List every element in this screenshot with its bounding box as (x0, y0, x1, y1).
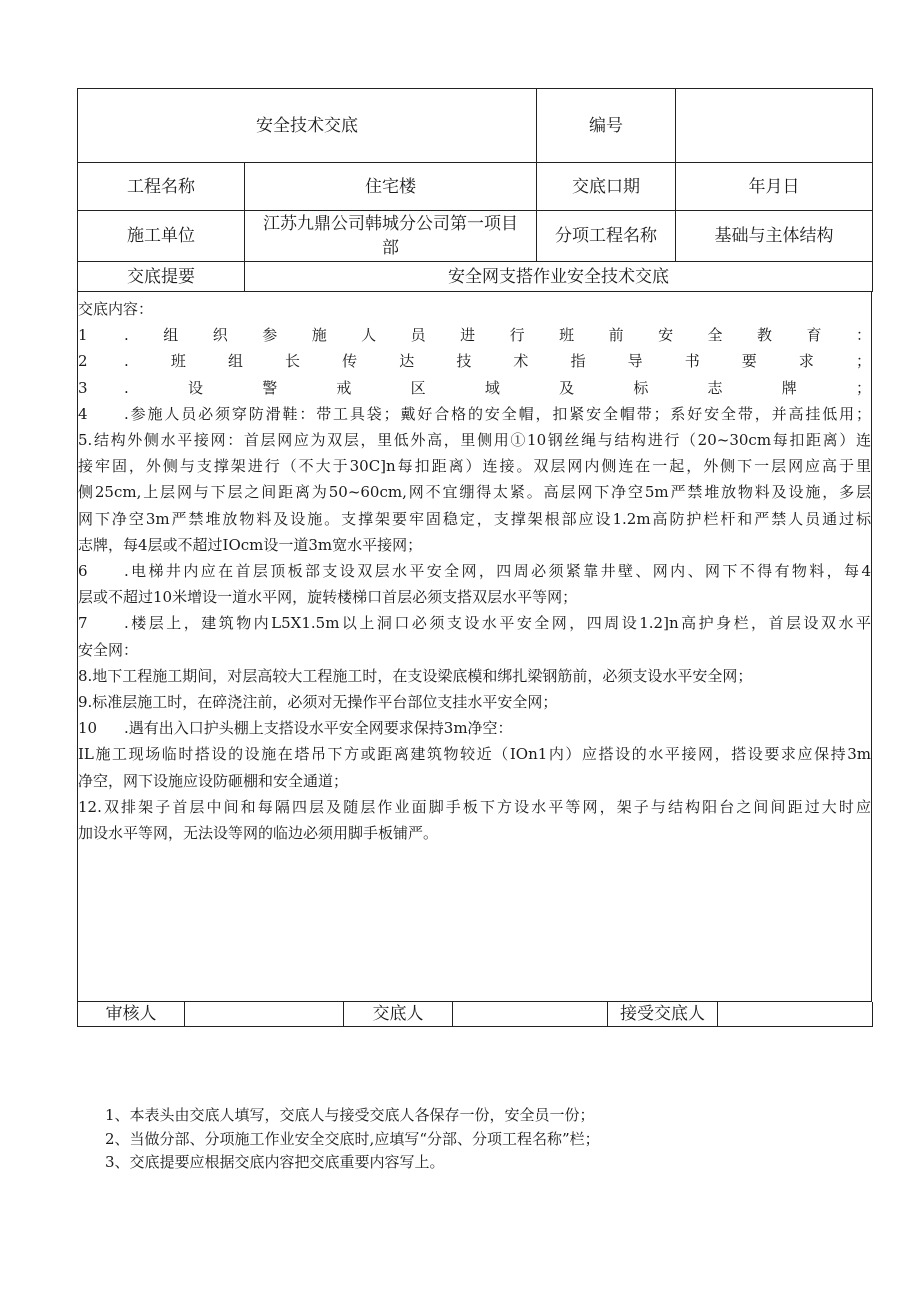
header-table (77, 88, 873, 292)
summary-value[interactable]: 安全网支搭作业安全技术交底 (245, 262, 873, 292)
content-line (78, 558, 871, 584)
subproject-label: 分项工程名称 (537, 211, 676, 262)
content-heading: 交底内容： (78, 300, 154, 318)
content-line (78, 479, 871, 505)
item-text: .设警戒区域及标志牌； (124, 378, 871, 397)
content-line (78, 741, 871, 767)
receiver-label: 接受交底人 (608, 1002, 718, 1027)
subproject-value[interactable]: 基础与主体结构 (676, 211, 873, 262)
item-text: 侧25cm,上层网与下层之间距离为50~60cm,网不宜绷得太紧。高层网下净空5m严禁堆放物料及设施，多层 (78, 483, 871, 502)
item-number: 3 (78, 378, 88, 397)
form-title: 安全技术交底 (78, 89, 537, 163)
item-text: .楼层上，建筑物内L5X1.5m以上洞口必须支设水平安全网，四周设1.2]n高护身栏，首层设双水平 (124, 614, 871, 633)
content-line (78, 532, 871, 558)
content-line (78, 689, 871, 715)
receiver-field[interactable] (718, 1002, 873, 1027)
date-value[interactable]: 年月日 (676, 163, 873, 211)
content-line (78, 506, 871, 532)
construction-unit-line2: 部 (382, 238, 399, 258)
project-name-value[interactable]: 住宅楼 (245, 163, 537, 211)
project-name-label: 工程名称 (78, 163, 245, 211)
disclosure-content (77, 292, 872, 1002)
content-line (78, 453, 871, 479)
item-text: 层或不超过10米增设一道水平网，旋转楼梯口首层必须支搭双层水平等网； (78, 588, 578, 607)
item-number: 6 (78, 562, 88, 581)
content-line (78, 715, 871, 741)
signature-table (77, 1002, 873, 1027)
content-lines (78, 322, 871, 846)
item-text: 9.标准层施工时，在碎浇注前，必须对无操作平台部位支挂水平安全网； (78, 693, 558, 712)
item-text: 8.地下工程施工期间，对层高较大工程施工时，在支设梁底模和绑扎梁钢筋前，必须支设水平安全网； (78, 666, 753, 685)
item-text: 安全网： (78, 640, 139, 659)
item-text: .参施人员必须穿防滑鞋：带工具袋；戴好合格的安全帽，扣紧安全帽带；系好安全带，并高挂低用； (124, 404, 871, 423)
item-text: .班组长传达技术指导书要求； (124, 352, 871, 371)
content-line (78, 794, 871, 820)
item-text: 志牌，每4层或不超过IOcm设一道3m宽水平接网； (78, 535, 423, 554)
reviewer-label: 审核人 (78, 1002, 185, 1027)
item-text: IL施工现场临时搭设的设施在塔吊下方或距离建筑物较近（IOn1内）应搭设的水平接网，搭设要求应保持3m (78, 745, 871, 764)
footnote-1: 1、本表头由交底人填写，交底人与接受交底人各保存一份，安全员一份； (105, 1106, 595, 1124)
item-number: 4 (78, 404, 88, 423)
construction-unit-label: 施工单位 (78, 211, 245, 262)
item-text: 加设水平等网，无法设等网的临边必须用脚手板铺严。 (78, 824, 439, 843)
content-line (78, 637, 871, 663)
reviewer-field[interactable] (185, 1002, 344, 1027)
footnote-2: 2、当做分部、分项施工作业安全交底时,应填写“分部、分项工程名称”栏； (105, 1129, 600, 1148)
content-line (78, 820, 871, 846)
summary-label: 交底提要 (78, 262, 245, 292)
construction-unit-line1: 江苏九鼎公司韩城分公司第一项目 (263, 214, 518, 234)
content-line (78, 375, 871, 401)
content-line (78, 322, 871, 348)
item-text: 12.双排架子首层中间和每隔四层及随层作业面脚手板下方设水平等网，架子与结构阳台之间间距过大时应 (78, 797, 871, 816)
content-line (78, 584, 871, 610)
content-line (78, 768, 871, 794)
number-label: 编号 (537, 89, 676, 163)
footnotes (105, 1104, 600, 1175)
content-line (78, 348, 871, 374)
discloser-field[interactable] (453, 1002, 608, 1027)
item-text: 接牢固，外侧与支撑架进行（不大于30C]n每扣距离）连接。双层网内侧连在一起，外侧下一层网应高于里 (78, 457, 871, 476)
item-number: 1 (78, 326, 88, 345)
item-text: .遇有出入口护头棚上支搭设水平安全网要求保持3m净空： (124, 719, 513, 738)
disclosure-form (77, 88, 872, 1027)
number-field[interactable] (676, 89, 873, 163)
item-number: 10 (78, 719, 98, 738)
footnote-3: 3、交底提要应根据交底内容把交底重要内容写上。 (105, 1153, 445, 1171)
item-number: 7 (78, 614, 88, 633)
item-text: .电梯井内应在首层顶板部支设双层水平安全网，四周必须紧靠井壁、网内、网下不得有物料，每4 (124, 562, 871, 581)
discloser-label: 交底人 (344, 1002, 453, 1027)
item-text: 净空，网下设施应设防砸棚和安全通道； (78, 771, 349, 790)
content-line (78, 401, 871, 427)
content-line (78, 427, 871, 453)
item-text: .组织参施人员进行班前安全教育： (124, 326, 871, 345)
date-label: 交底口期 (537, 163, 676, 211)
content-line (78, 610, 871, 636)
item-text: 5.结构外侧水平接网：首层网应为双层，里低外高，里侧用①10钢丝绳与结构进行（20~30cm每扣距离）连 (78, 431, 871, 450)
construction-unit-value[interactable] (245, 211, 537, 262)
item-number: 2 (78, 352, 88, 371)
content-line (78, 663, 871, 689)
item-text: 网下净空3m严禁堆放物料及设施。支撑架要牢固稳定，支撑架根部应设1.2m高防护栏杆和严禁人员通过标 (78, 509, 871, 528)
